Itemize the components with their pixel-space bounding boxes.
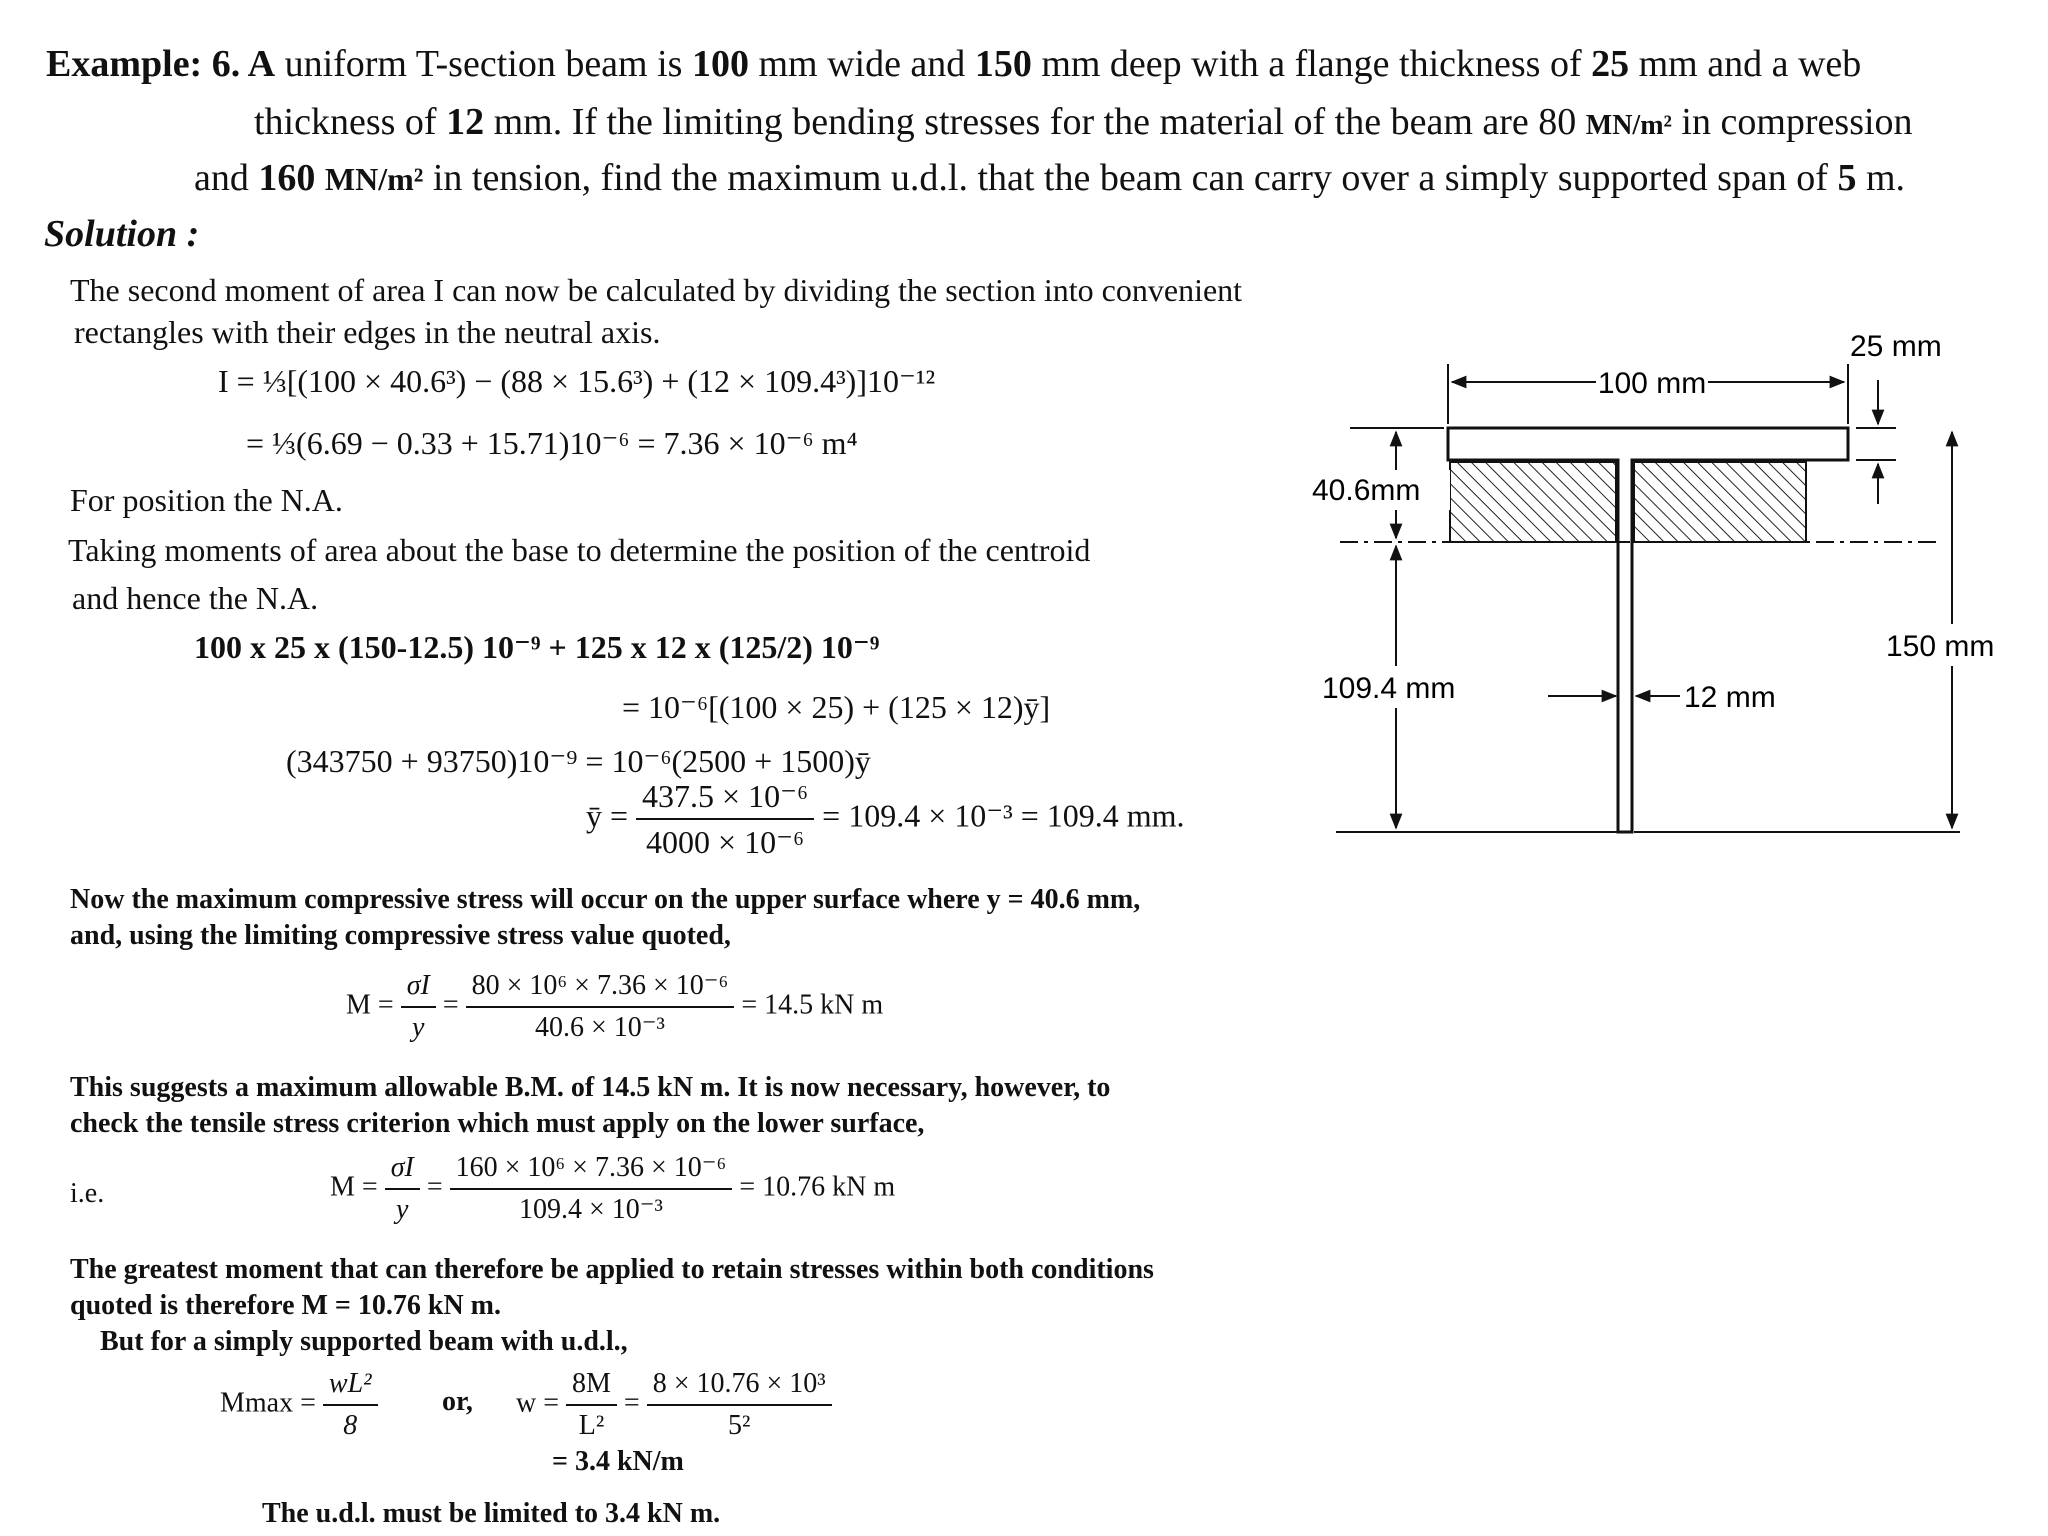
equation-mmax: Mmax = $\frac{\text{wL²}}{8}$ [220, 1366, 378, 1444]
text-line-udl: But for a simply supported beam with u.d.l., [100, 1326, 628, 1357]
text-line-na: For position the N.A. [70, 482, 343, 518]
text-line-bm: This suggests a maximum allowable B.M. of 14.5 kN m. It is now necessary, however, to [70, 1072, 1111, 1103]
hatch-left [1450, 462, 1616, 542]
equation-moments-lhs: 100 x 25 x (150-12.5) 10⁻⁹ + 125 x 12 x (125/2) 10⁻⁹ [194, 629, 880, 665]
text-ie: i.e. [70, 1178, 105, 1209]
result-udl: = 3.4 kN/m [552, 1446, 684, 1477]
text-line-compressive: Now the maximum compressive stress will occur on the upper surface where y = 40.6 mm, [70, 884, 1141, 915]
dim-width-label: 100 mm [1597, 367, 1707, 400]
equation-moments-rhs: = 10⁻⁶[(100 × 25) + (125 × 12)ȳ] [622, 689, 1051, 725]
dim-depth-label: 150 mm [1886, 630, 1995, 663]
equation-ybar: ȳ = $\frac{\text{437.5 × 10⁻⁶}}{\text{4000 × 10⁻⁶}}$ = 109.4 × 10⁻³ = 109.4 mm. [586, 778, 1185, 860]
text-line-na-2: and hence the N.A. [72, 580, 319, 616]
text-line-greatest-2: quoted is therefore M = 10.76 kN m. [70, 1290, 501, 1321]
equation-sum: (343750 + 93750)10⁻⁹ = 10⁻⁶(2500 + 1500)ȳ [286, 743, 871, 779]
text-line-greatest: The greatest moment that can therefore be applied to retain stresses within both conditions [70, 1254, 1154, 1285]
dim-bottom-na-label: 109.4 mm [1322, 672, 1456, 705]
problem-line-1: Example: 6. A uniform T-section beam is 100 mm wide and 150 mm deep with a flange thickness of 25 mm and a web [46, 43, 1862, 85]
text-line-1: The second moment of area I can now be calculated by dividing the section into convenient [70, 272, 1243, 308]
conclusion: The u.d.l. must be limited to 3.4 kN m. [262, 1498, 721, 1529]
text-line-tensile: check the tensile stress criterion which must apply on the lower surface, [70, 1108, 925, 1139]
dim-flange-label: 25 mm [1850, 330, 1942, 363]
t-section-diagram [1300, 320, 2020, 860]
equation-moment-compressive: M = $\frac{\sigma I}{y}$ = $\frac{\text{80 × 10⁶ × 7.36 × 10⁻⁶}}{\text{40.6 × 10⁻³}}$ = 14.5 kN m [346, 970, 884, 1043]
equation-moment-tensile: M = $\frac{\sigma I}{y}$ = $\frac{\text{160 × 10⁶ × 7.36 × 10⁻⁶}}{\text{109.4 × 10⁻³}}$ = 10.76 kN m [330, 1152, 896, 1225]
solution-heading: Solution : [44, 213, 200, 255]
equation-second-moment-result: = ⅓(6.69 − 0.33 + 15.71)10⁻⁶ = 7.36 × 10⁻⁶ m⁴ [246, 425, 858, 461]
hatch-right [1634, 462, 1806, 542]
text-line-moments: Taking moments of area about the base to determine the position of the centroid [68, 532, 1091, 568]
text-or: or, [442, 1386, 473, 1417]
dim-top-na-label: 40.6mm [1312, 474, 1421, 507]
problem-line-2: thickness of 12 mm. If the limiting bending stresses for the material of the beam are 80 MN/m² in compression [254, 101, 1913, 143]
equation-w: w = $\frac{8M}{\text{L²}}$ = $\frac{\text{8 × 10.76 × 10³}}{\text{5²}}$ [516, 1366, 832, 1444]
text-line-compressive-2: and, using the limiting compressive stress value quoted, [70, 920, 731, 951]
problem-line-3: and 160 MN/m² in tension, find the maximum u.d.l. that the beam can carry over a simply supported span of 5 m. [194, 157, 1905, 199]
text-line-2: rectangles with their edges in the neutral axis. [74, 314, 661, 350]
equation-second-moment: I = ⅓[(100 × 40.6³) − (88 × 15.6³) + (12 × 109.4³)]10⁻¹² [218, 363, 936, 399]
dim-web-label: 12 mm [1684, 681, 1776, 714]
